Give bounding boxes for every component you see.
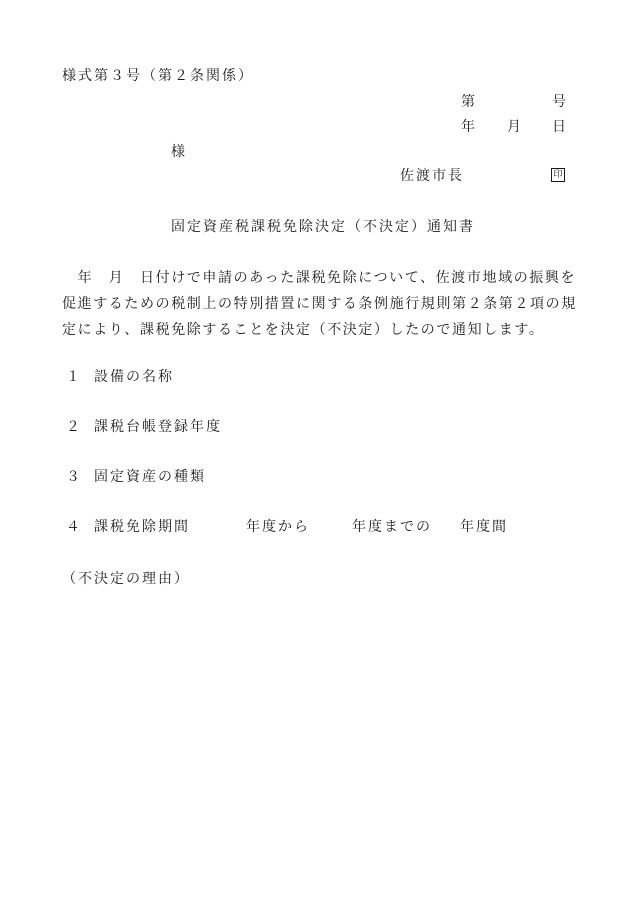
item-number: １ xyxy=(66,369,80,385)
date-month-label: 月 xyxy=(507,119,521,135)
issuer-name: 佐渡市長 xyxy=(400,168,464,184)
body-line: 年 月 日付けで申請のあった課税免除について、佐渡市地域の振興を xyxy=(62,270,577,286)
item-label: 課税台帳登録年度 xyxy=(94,419,222,435)
document-title: 固定資産税課税免除決定（不決定）通知書 xyxy=(171,219,475,235)
item-number: ４ xyxy=(66,519,80,535)
document-number-prefix: 第 xyxy=(461,94,475,110)
exemption-from-suffix: 年度から xyxy=(246,519,310,535)
date-year-label: 年 xyxy=(461,119,475,135)
recipient-honorific: 様 xyxy=(171,144,185,160)
body-paragraph xyxy=(62,265,582,343)
body-line: 定により、課税免除することを決定（不決定）したので通知します。 xyxy=(62,322,545,338)
item-number: ２ xyxy=(66,419,80,435)
item-label: 課税免除期間 xyxy=(94,519,190,535)
form-number: 様式第３号（第２条関係） xyxy=(62,68,254,84)
seal-mark: 印 xyxy=(551,168,565,182)
exemption-to-suffix: 年度までの xyxy=(352,519,432,535)
item-label: 固定資産の種類 xyxy=(94,469,206,485)
item-label: 設備の名称 xyxy=(94,369,174,385)
date-day-label: 日 xyxy=(552,119,566,135)
exemption-duration-suffix: 年度間 xyxy=(460,519,508,535)
reason-label: （不決定の理由） xyxy=(62,571,190,587)
body-line: 促進するための税制上の特別措置に関する条例施行規則第２条第２項の規 xyxy=(62,296,577,312)
document-number-suffix: 号 xyxy=(552,94,566,110)
item-number: ３ xyxy=(66,469,80,485)
